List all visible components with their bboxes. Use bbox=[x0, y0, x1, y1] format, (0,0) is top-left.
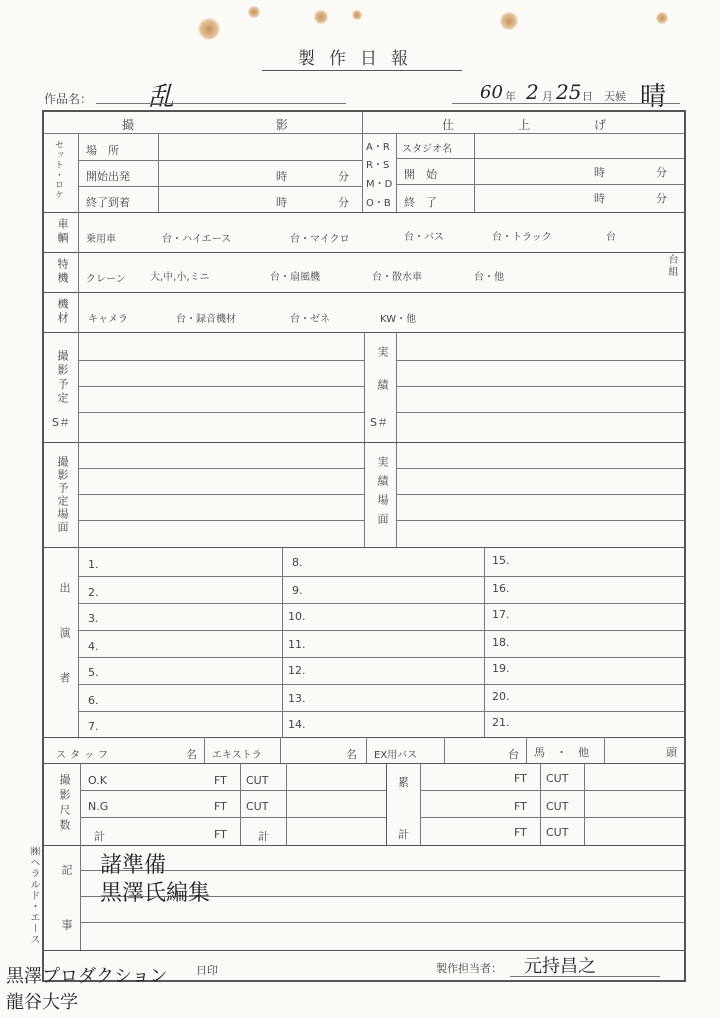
cast-13: 13. bbox=[288, 692, 306, 705]
row-line bbox=[78, 386, 364, 387]
date-underline bbox=[452, 103, 680, 104]
equipment-sound: 台・録音機材 bbox=[176, 314, 236, 325]
row-line bbox=[78, 520, 364, 521]
cast-15: 15. bbox=[492, 554, 510, 567]
note-line-1: 諸準備 bbox=[100, 853, 167, 878]
page-title: 製作日報 bbox=[298, 49, 422, 69]
fin-end-label: 終 了 bbox=[404, 196, 437, 209]
section-line bbox=[44, 547, 684, 548]
row-line bbox=[78, 468, 364, 469]
fin-end-minute: 分 bbox=[656, 192, 667, 205]
cast-17: 17. bbox=[492, 608, 510, 621]
month-suffix: 月 bbox=[542, 90, 553, 103]
vehicle-truck: 台・トラック bbox=[492, 232, 552, 243]
row-line bbox=[396, 184, 684, 185]
exbus-label: EX用バス bbox=[374, 750, 418, 761]
row-line bbox=[396, 494, 684, 495]
work-underline bbox=[96, 103, 346, 104]
date-day: 25 bbox=[556, 80, 582, 104]
ng-label: N.G bbox=[88, 800, 109, 813]
ok-label: O.K bbox=[88, 774, 107, 787]
actual-label: 実績 bbox=[376, 346, 389, 412]
col-line bbox=[280, 737, 281, 763]
section-line bbox=[44, 252, 684, 253]
cast-9: 9. bbox=[292, 584, 303, 597]
ng-cut: CUT bbox=[246, 800, 269, 813]
row-line bbox=[78, 160, 362, 161]
fin-start-minute: 分 bbox=[656, 166, 667, 179]
col-line bbox=[444, 737, 445, 763]
col-line bbox=[386, 763, 387, 845]
cast-7: 7. bbox=[88, 720, 99, 733]
fin-start-hour: 時 bbox=[594, 166, 605, 179]
col-line bbox=[78, 292, 79, 332]
black-ft-1: FT bbox=[514, 772, 527, 785]
note-line-2: 黒澤氏編集 bbox=[100, 881, 211, 906]
black-cut-3: CUT bbox=[546, 826, 569, 839]
col-line bbox=[526, 737, 527, 763]
actual-scene-no: S＃ bbox=[370, 416, 388, 429]
cast-8: 8. bbox=[292, 556, 303, 569]
col-line bbox=[364, 332, 365, 547]
row-line bbox=[78, 412, 364, 413]
day-suffix: 日 bbox=[582, 90, 593, 103]
col-line bbox=[78, 133, 79, 212]
col-line bbox=[80, 763, 81, 845]
extra-unit: 名 bbox=[346, 748, 357, 761]
section-line bbox=[44, 950, 684, 951]
row-line bbox=[78, 360, 364, 361]
cast-10: 10. bbox=[288, 610, 306, 623]
cast-16: 16. bbox=[492, 582, 510, 595]
finishing-head-3: げ bbox=[594, 118, 607, 132]
finishing-head-1: 仕 bbox=[442, 118, 455, 132]
col-line bbox=[78, 212, 79, 252]
vehicles-label: 車輌 bbox=[56, 218, 69, 246]
producer-name: 元持昌之 bbox=[524, 956, 596, 977]
cast-4: 4. bbox=[88, 640, 99, 653]
total-kei: 計 bbox=[258, 830, 269, 843]
special-size: 大,中,小,ミニ bbox=[150, 272, 210, 283]
row-line bbox=[80, 790, 386, 791]
section-line bbox=[44, 292, 684, 293]
producer-underline bbox=[510, 976, 660, 977]
col-line bbox=[420, 763, 421, 845]
black-ft-2: FT bbox=[514, 800, 527, 813]
row-line bbox=[44, 133, 684, 134]
col-line bbox=[158, 133, 159, 212]
row-line bbox=[78, 630, 684, 631]
cast-20: 20. bbox=[492, 690, 510, 703]
row-line bbox=[420, 790, 684, 791]
end-hour: 時 bbox=[276, 196, 287, 209]
vehicle-hiace: 台・ハイエース bbox=[162, 234, 232, 245]
row-line bbox=[396, 360, 684, 361]
code-md: M・D bbox=[366, 179, 393, 190]
producer-label: 製作担当者： bbox=[436, 962, 502, 975]
special-tail: 台組 bbox=[666, 254, 677, 278]
studio-label: スタジオ名 bbox=[402, 144, 452, 155]
company-name: ㈱ヘラルド・エース bbox=[28, 846, 39, 945]
col-line bbox=[396, 133, 397, 212]
row-line bbox=[78, 603, 684, 604]
row-line bbox=[396, 520, 684, 521]
section-line bbox=[44, 763, 684, 764]
black-cut-1: CUT bbox=[546, 772, 569, 785]
special-other: 台・他 bbox=[474, 272, 504, 283]
equipment-other: KW・他 bbox=[380, 314, 417, 325]
total-label: 計 bbox=[94, 830, 105, 843]
equipment-label: 機材 bbox=[56, 298, 69, 326]
work-label: 作品名： bbox=[44, 92, 93, 106]
col-line bbox=[366, 737, 367, 763]
section-line bbox=[44, 212, 684, 213]
cast-5: 5. bbox=[88, 666, 99, 679]
row-line bbox=[80, 922, 684, 923]
col-line bbox=[80, 845, 81, 950]
cast-11: 11. bbox=[288, 638, 306, 651]
col-line bbox=[204, 737, 205, 763]
start-hour: 時 bbox=[276, 170, 287, 183]
title-underline bbox=[262, 70, 462, 71]
ng-ft: FT bbox=[214, 800, 227, 813]
vehicle-tail: 台 bbox=[606, 232, 616, 243]
cast-18: 18. bbox=[492, 636, 510, 649]
work-value: 乱 bbox=[148, 82, 175, 112]
plan-scene-no: S＃ bbox=[52, 416, 70, 429]
watermark-line-2: 龍谷大学 bbox=[6, 992, 78, 1013]
row-line bbox=[396, 412, 684, 413]
col-line bbox=[584, 763, 585, 845]
finishing-head-2: 上 bbox=[518, 118, 531, 132]
col-line bbox=[286, 763, 287, 845]
row-line bbox=[78, 657, 684, 658]
row-line bbox=[396, 386, 684, 387]
shooting-head-2: 影 bbox=[276, 118, 289, 132]
start-minute: 分 bbox=[338, 170, 349, 183]
col-line bbox=[78, 332, 79, 442]
black-total-label: 計 bbox=[398, 828, 409, 841]
cast-19: 19. bbox=[492, 662, 510, 675]
coffee-stain bbox=[500, 12, 518, 30]
exbus-unit: 台 bbox=[508, 748, 519, 761]
col-line bbox=[362, 112, 363, 212]
col-line bbox=[540, 763, 541, 845]
row-line bbox=[78, 684, 684, 685]
cast-label: 出演者 bbox=[58, 582, 71, 717]
notes-label: 記事 bbox=[60, 864, 73, 974]
row-line bbox=[396, 468, 684, 469]
special-crane: クレーン bbox=[86, 274, 126, 285]
horse-unit: 頭 bbox=[666, 746, 677, 759]
date-year: 60 bbox=[480, 82, 503, 103]
row-line bbox=[80, 817, 386, 818]
vehicle-car: 乗用車 bbox=[86, 234, 116, 245]
end-label: 終了到着 bbox=[86, 196, 130, 209]
year-suffix: 年 bbox=[505, 90, 516, 103]
coffee-stain bbox=[656, 12, 668, 24]
vehicle-micro: 台・マイクロ bbox=[290, 234, 350, 245]
fin-end-hour: 時 bbox=[594, 192, 605, 205]
coffee-stain bbox=[198, 18, 220, 40]
ok-ft: FT bbox=[214, 774, 227, 787]
section-line bbox=[44, 845, 684, 846]
date-stamp-label: 日印 bbox=[196, 964, 218, 977]
date-month: 2 bbox=[526, 80, 539, 104]
extra-label: エキストラ bbox=[212, 750, 262, 761]
location-label: 場 所 bbox=[86, 144, 119, 157]
ok-cut: CUT bbox=[246, 774, 269, 787]
total-ft: FT bbox=[214, 828, 227, 841]
footage-label: 撮影尺数 bbox=[58, 774, 71, 834]
coffee-stain bbox=[248, 6, 260, 18]
code-ob: O・B bbox=[366, 198, 391, 209]
col-line bbox=[396, 332, 397, 547]
special-fan: 台・扇風機 bbox=[270, 272, 320, 283]
cast-12: 12. bbox=[288, 664, 306, 677]
col-line bbox=[474, 133, 475, 212]
cast-14: 14. bbox=[288, 718, 306, 731]
equipment-gene: 台・ゼネ bbox=[290, 314, 330, 325]
special-label: 特機 bbox=[56, 258, 69, 286]
cast-2: 2. bbox=[88, 586, 99, 599]
row-line bbox=[80, 870, 684, 871]
watermark-line-1: 黒澤プロダクション bbox=[6, 966, 168, 987]
section-line bbox=[44, 737, 684, 738]
row-line bbox=[78, 711, 684, 712]
code-rs: R・S bbox=[366, 160, 390, 171]
cast-21: 21. bbox=[492, 716, 510, 729]
actual-scene-label: 実績場面 bbox=[376, 456, 389, 532]
code-ar: A・R bbox=[366, 142, 390, 153]
plan-scene-label: 撮影予定場面 bbox=[56, 456, 69, 534]
section-line bbox=[44, 442, 684, 443]
col-line bbox=[240, 763, 241, 845]
weather-label: 天候 bbox=[604, 90, 626, 103]
black-label: 累 bbox=[398, 776, 409, 789]
special-water: 台・散水車 bbox=[372, 272, 422, 283]
start-label: 開始出発 bbox=[86, 170, 130, 183]
black-cut-2: CUT bbox=[546, 800, 569, 813]
weather-value: 晴 bbox=[640, 82, 667, 112]
end-minute: 分 bbox=[338, 196, 349, 209]
staff-unit: 名 bbox=[186, 748, 197, 761]
cast-6: 6. bbox=[88, 694, 99, 707]
horse-label: 馬 ・ 他 bbox=[534, 746, 589, 759]
row-line bbox=[420, 817, 684, 818]
staff-label: スタッフ bbox=[56, 750, 112, 761]
coffee-stain bbox=[314, 10, 328, 24]
shooting-head-1: 撮 bbox=[122, 118, 135, 132]
row-line bbox=[78, 186, 362, 187]
plan-label: 撮影予定 bbox=[56, 350, 69, 406]
vehicle-bus: 台・バス bbox=[404, 232, 444, 243]
set-location-label: セット・ロケ bbox=[53, 140, 63, 200]
equipment-camera: キャメラ bbox=[88, 314, 128, 325]
coffee-stain bbox=[352, 10, 362, 20]
col-line bbox=[604, 737, 605, 763]
row-line bbox=[78, 576, 684, 577]
cast-3: 3. bbox=[88, 612, 99, 625]
cast-1: 1. bbox=[88, 558, 99, 571]
col-line bbox=[78, 252, 79, 292]
row-line bbox=[396, 158, 684, 159]
black-ft-3: FT bbox=[514, 826, 527, 839]
row-line bbox=[78, 494, 364, 495]
fin-start-label: 開 始 bbox=[404, 168, 437, 181]
